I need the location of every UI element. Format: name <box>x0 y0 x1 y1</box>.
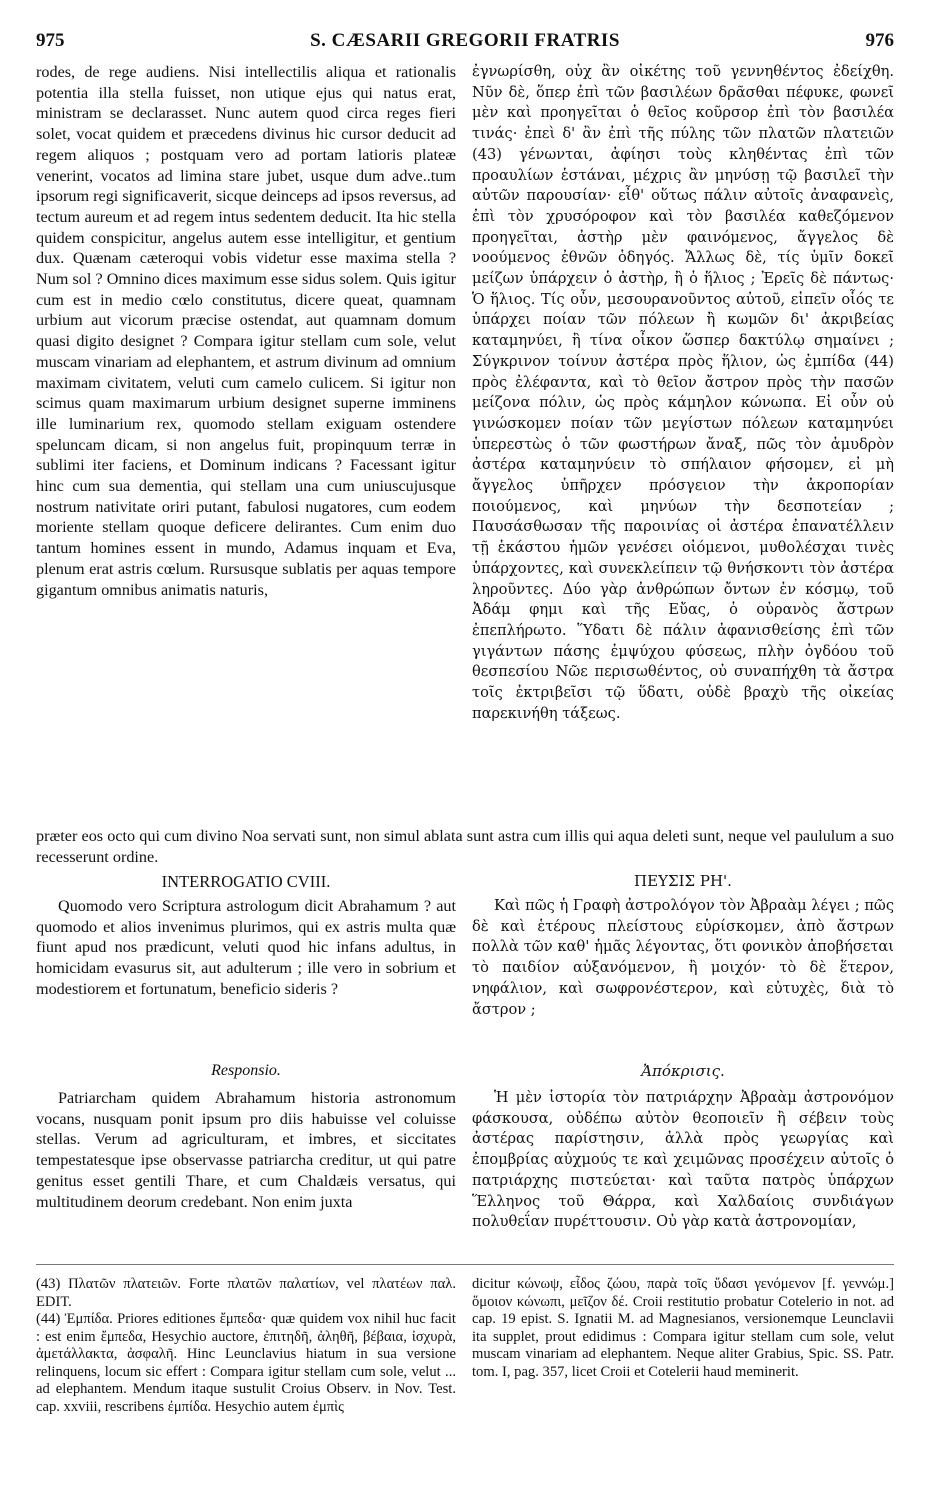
greek-question-title: ΠΕΥΣΙΣ ΡΗ'. <box>634 872 732 890</box>
latin-full-width-text: præter eos octo qui cum divino Noa servati sunt, non simul ablata sunt astra cum illis qui aqua deleti sunt, neque vel paululum a suo recesserunt ordine. <box>36 827 894 866</box>
latin-response <box>36 1088 456 1212</box>
latin-full-width-line <box>36 826 894 867</box>
latin-response-text: Patriarcham quidem Abrahamum historia astronomum vocans, nusquam ponit ipsum pro diis habuisse vel coluisse stellas. Verum ad agriculturam, et imbres, et siccitates tempestatesque ipse observasse patriarcha creditur, ut qui patre genitus esset gentili Thare, et cum Chaldæis versatus, qui multitudinem deorum credebant. Non enim juxta <box>36 1089 456 1211</box>
greek-question <box>472 896 894 1020</box>
latin-top-text: rodes, de rege audiens. Nisi intellectilis aliqua et rationalis potentia illa stella fuisset, non utique ejus qui natus erat, ministram se declarasset. Nunc autem quod circa reges fieri solet, vocat quidem et præcedens divinus hic cursor deducit ad regem aliquos ; postquam vero ad portam latioris plateæ venerint, vocatos ad limina stare jubet, usque dum adve..tum ipsorum regi significaverit, sicque deinceps ad ipsos reversus, ad tectum aureum et ad regem intus sedentem deducit. Ita hic stella quidem conspicitur, angelus autem esse intelligitur, et gentium dux. Quænam cæteroqui vobis videtur esse maxima stella ? Num sol ? Omnino dices maximum esse sidus solem. Quis igitur cum est in medio cœlo constitutus, dicere queat, quamnam urbium aut vicorum præcise ostendat, aut quamnam domum quasi digito designet ? Compara igitur stellam cum sole, velut muscam vinariam ad elephantem, et astrum divinum ad omnium maximam civitatem, veluti cum camelo culicem. Si igitur non scimus quam maximarum urbium designet superne imminens ille luminarium rex, quomodo stellam exiguam ostendere speluncam dicam, si non angelus fuit, propinquum terræ in sublimi iter faciens, et Dominum indicans ? Facessant igitur hinc cum sua dementia, qui stellam una cum uniuscujusque nostrum nativitate oriri putant, fabulosi nugatores, cum eodem moriente stellam quoque deficere delirantes. Cum enim duo tantum homines essent in mundo, Adamus inquam et Eva, plenum erat astris cœlum. Rursusque sublatis per aquas tempore gigantum omnibus animatis naturis, <box>36 63 456 599</box>
footnote-divider <box>36 1264 894 1265</box>
latin-question <box>36 896 456 1000</box>
page-header <box>36 30 894 56</box>
greek-response <box>472 1088 894 1233</box>
latin-question-title: INTERROGATIO CVIII. <box>161 872 331 891</box>
latin-question-text: Quomodo vero Scriptura astrologum dicit Abrahamum ? aut quomodo et alios invenimus plurimos, qui ex astris multa quæ fiunt apud nos prædicunt, veluti quod hic infans adultus, in homicidam evasurus sit, aut adulterum ; ille vero in sobrium et modestiorem et fortunatum, beneficio sideris ? <box>36 897 456 998</box>
footnote-44: (44) Ἐμπίδα. Priores editiones ἔμπεδα· quæ quidem vox nihil huc facit : est enim ἔμπεδα, Hesychio auctore, ἐπιτηδῆ, ἀληθῆ, βέβαια, ἰσχυρὰ, ἀμετάλλακτα, ἀσφαλῆ. Hinc Leunclavius hiatum in sua versione relinquens, locum sic effert : Compara igitur stellam cum sole, velut ... ad elephantem. Mendum itaque sustulit Croius Observ. in Nov. Test. cap. xxviii, rescribens ἐμπίδα. Hesychio autem ἐμπὶς <box>36 1311 456 1415</box>
footnote-43: (43) Πλατῶν πλατειῶν. Forte πλατῶν παλατίων, vel πλατέων παλ. EDIT. <box>36 1276 456 1310</box>
page-number-right: 976 <box>865 30 894 51</box>
greek-response-title: Ἀπόκρισις. <box>641 1062 725 1080</box>
footnotes-left <box>36 1276 456 1416</box>
greek-top-text: ἐγνωρίσθη, οὐχ ἂν οἰκέτης τοῦ γεννηθέντος ἐδείχθη. Νῦν δὲ, ὅπερ ἐπὶ τῶν βασιλέων δρᾶσθαι πέφυκε, φωνεῖ μὲν καὶ προηγεῖται ὁ θεῖος κοῦρσορ ἐπὶ τὸν βασιλέα τινάς· ἐπεὶ δ' ἂν ἐπὶ τῆς πύλης τῶν πλατῶν πλατειῶν (43) γένωνται, ἀφίησι τοὺς κληθέντας ἐπὶ τῶν προαυλίων ἑστάναι, μέχρις ἂν μηνύσῃ τῷ βασιλεῖ τὴν αὐτῶν παρουσίαν· εἶθ' οὕτως πάλιν αὐτοῖς ἀναφανεὶς, ἐπὶ τὸν χρυσόροφον καὶ τὸν βασιλέα καθεζόμενον προηγεῖται, ἀστὴρ μὲν φαινόμενος, ἄγγελος δὲ νοούμενος ἐθνῶν ὁδηγός. Ἄλλως δὲ, τίς ὑμῖν δοκεῖ μείζων ὑπάρχειν ὁ ἀστὴρ, ἢ ὁ ἥλιος ; Ἐρεῖς δὲ πάντως· Ὁ ἥλιος. Τίς οὖν, μεσουρανοῦντος αὐτοῦ, εἰπεῖν οἷός τε ὑπάρχει ποίαν τῶν πόλεων ἢ κωμῶν δι' ἀκριβείας καταμηνύει, ἢ τίνα οἶκον ὥσπερ δακτύλῳ σημαίνει ; Σύγκρινον τοίνυν ἀστέρα πρὸς ἥλιον, ὡς ἐμπίδα (44) πρὸς ἐλέφαντα, καὶ τὸ θεῖον ἄστρον πρὸς τὴν πασῶν μείζονα πόλιν, ὡς πρὸς κάμηλον κώνωπα. Εἰ οὖν οὐ γινώσκομεν ποίαν τῶν μεγίστων πόλεων καταμηνύει ὑπερεστὼς ὁ τῶν φωστήρων ἄναξ, πῶς τὸν ἀμυδρὸν ἀστέρα καταμηνύειν τὸ σπήλαιον φήσομεν, εἰ μὴ ἄγγελος ὑπῆρχεν πρόσγειον τὴν ἀκροπορίαν ποιούμενος, καὶ μηνύων τὴν δεσποτείαν ; Παυσάσθωσαν τῆς παροινίας οἱ ἀστέρα ἐπανατέλλειν τῇ ἑκάστου ἡμῶν γενέσει οἰόμενοι, μυθολέσχαι τινὲς ὑπάρχοντες, καὶ συνεκλείπειν τῷ θνήσκοντι τὸν ἀστέρα ληροῦντες. Δύο γὰρ ἀνθρώπων ὄντων ἐν κόσμῳ, τοῦ Ἀδάμ φημι καὶ τῆς Εὔας, ὁ οὐρανὸς ἄστρων ἐπεπλήρωτο. Ὕδατι δὲ πάλιν ἀφανισθείσης ἐπὶ τῶν γιγάντων πάσης ἐμψύχου φύσεως, πλὴν ὀγδόου τοῦ θεσπεσίου Νῶε περισωθέντος, οὐ συναπήχθη τὰ ἄστρα τοῖς ἐκτριβεῖσι τῷ ὕδατι, οὐδὲ βραχὺ τῆς οἰκείας παρεκινήθη τάξεως. <box>472 63 894 722</box>
greek-column-top <box>472 62 894 725</box>
greek-response-text: Ἡ μὲν ἱστορία τὸν πατριάρχην Ἀβραὰμ ἀστρονόμον φάσκουσα, οὐδέπω αὐτὸν θεοποιεῖν ἢ σέβειν τοὺς ἀστέρας παρίστησιν, ἀλλὰ πρὸς γεωργίας καὶ ἐπομβρίας αὐχμούς τε καὶ χειμῶνας προσέχειν αὐτοῖς ὁ πατριάρχης πιστεύεται· καὶ ταῦτα πατρὸς ὑπάρχων Ἕλληνος τοῦ Θάρρα, καὶ Χαλδαίοις συνδιάγων πολυθεΐαν πυρέττουσιν. Οὐ γὰρ κατὰ ἀστρονομίαν, <box>472 1089 894 1231</box>
footnote-44-continued: dicitur κώνωψ, εἶδος ζώου, παρὰ τοῖς ὕδασι γενόμενον [f. γεννώμ.] ὅμοιον κώνωπι, μεῖζον δέ. Croii restitutio probatur Cotelerio in not. ad cap. 19 epist. S. Ignatii M. ad Magnesianos, versionemque Leunclavii ita supplet, prout edidimus : Compara igitur stellam cum sole, velut muscam vinariam ad elephantem. Neque aliter Grabius, Spic. SS. Patr. tom. I, pag. 357, licet Croii et Cotelerii haud meminerit. <box>472 1276 894 1380</box>
running-title: S. CÆSARII GREGORII FRATRIS <box>310 30 620 51</box>
latin-column-top <box>36 62 456 600</box>
page-number-left: 975 <box>36 30 65 51</box>
greek-question-text: Καὶ πῶς ἡ Γραφὴ ἀστρολόγον τὸν Ἀβραὰμ λέγει ; πῶς δὲ καὶ ἑτέρους πλείστους εὑρίσκομεν, ἀπὸ ἄστρων πολλὰ τῶν καθ' ἡμᾶς λέγοντας, ὅτι φονικὸν ἀποβήσεται τὸ παιδίον αὐξανόμενον, ἢ μοιχόν· τὸ δὲ ἕτερον, νηφάλιον, καὶ σωφρονέστερον, καὶ εὐτυχὲς, διὰ τὸ ἄστρον ; <box>472 897 894 1018</box>
footnotes-right <box>472 1276 894 1381</box>
latin-response-title: Responsio. <box>211 1062 281 1079</box>
